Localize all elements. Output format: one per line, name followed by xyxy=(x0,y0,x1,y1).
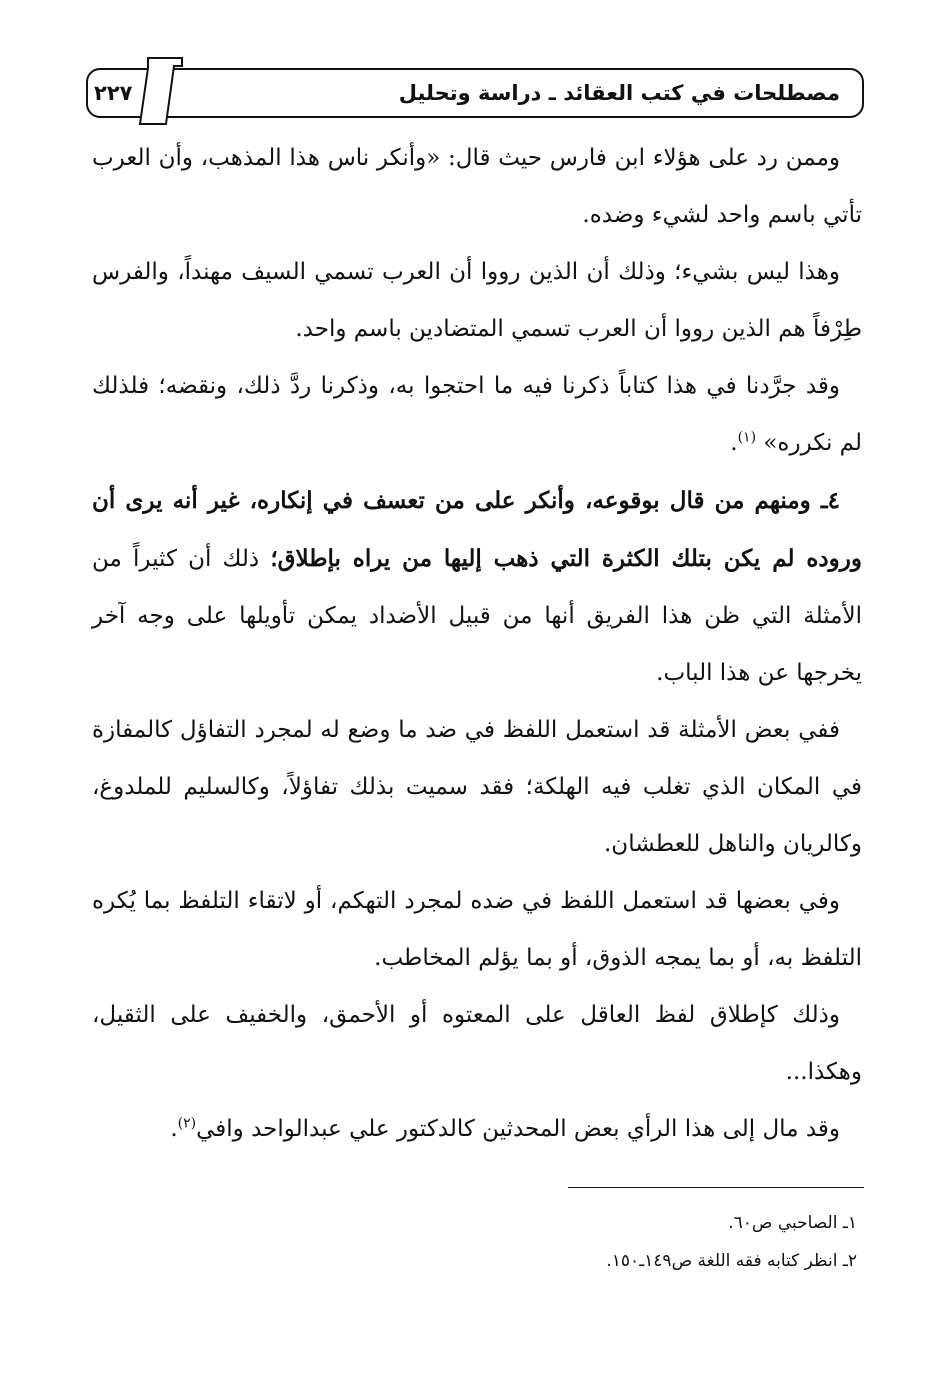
footnote-separator xyxy=(568,1187,864,1188)
running-header xyxy=(86,68,864,118)
footnotes xyxy=(357,1204,857,1280)
footnote-ref-1: (١) xyxy=(737,429,757,446)
paragraph-3-end: . xyxy=(730,430,738,456)
footnote-1: ١ـ الصاحبي ص٦٠. xyxy=(728,1213,857,1233)
main-text xyxy=(92,130,862,1158)
footnote-ref-2: (٢) xyxy=(177,1115,197,1132)
paragraph-6: وفي بعضها قد استعمل اللفظ في ضده لمجرد التهكم، أو لاتقاء التلفظ بما يُكره التلفظ به، أو بما يمجه الذوق، أو بما يؤلم المخاطب. xyxy=(92,888,862,971)
paragraph-7: وذلك كإطلاق لفظ العاقل على المعتوه أو الأحمق، والخفيف على الثقيل، وهكذا... xyxy=(92,1002,862,1085)
paragraph-8 xyxy=(92,1101,862,1158)
paragraph-4-rest: ذلك أن كثيراً من الأمثلة التي ظن هذا الفريق أنها من قبيل الأضداد يمكن تأويلها على وجه آخر يخرجها عن هذا الباب. xyxy=(92,546,862,686)
page-number-tab-ornament xyxy=(136,56,186,126)
header-title: مصطلحات في كتب العقائد ـ دراسة وتحليل xyxy=(398,81,840,105)
paragraph-3 xyxy=(92,358,862,472)
paragraph-8-text: وقد مال إلى هذا الرأي بعض المحدثين كالدكتور علي عبدالواحد وافي xyxy=(196,1116,840,1142)
page-number: ٢٢٧ xyxy=(94,81,133,105)
footnote-2: ٢ـ انظر كتابه فقه اللغة ص١٤٩ـ١٥٠. xyxy=(606,1251,857,1271)
paragraph-1: وممن رد على هؤلاء ابن فارس حيث قال: «وأنكر ناس هذا المذهب، وأن العرب تأتي باسم واحد لشيء وضده. xyxy=(92,145,862,228)
paragraph-3-text: وقد جرَّدنا في هذا كتاباً ذكرنا فيه ما احتجوا به، وذكرنا ردَّ ذلك، ونقضه؛ فلذلك لم نكرره» xyxy=(92,373,862,456)
paragraph-2: وهذا ليس بشيء؛ وذلك أن الذين رووا أن العرب تسمي السيف مهنداً، والفرس طِرْفاً هم الذين رووا أن العرب تسمي المتضادين باسم واحد. xyxy=(92,259,862,342)
paragraph-4-bold: ٤ـ ومنهم من قال بوقوعه، وأنكر على من تعسف في إنكاره، غير أنه يرى أن وروده لم يكن بتلك الكثرة التي ذهب إليها من يراه بإطلاق؛ xyxy=(92,487,862,572)
paragraph-5: ففي بعض الأمثلة قد استعمل اللفظ في ضد ما وضع له لمجرد التفاؤل كالمفازة في المكان الذي تغلب فيه الهلكة؛ فقد سميت بذلك تفاؤلاً، وكالسليم للملدوغ، وكالريان والناهل للعطشان. xyxy=(92,717,862,857)
paragraph-4 xyxy=(92,472,862,702)
paragraph-8-end: . xyxy=(170,1116,178,1142)
